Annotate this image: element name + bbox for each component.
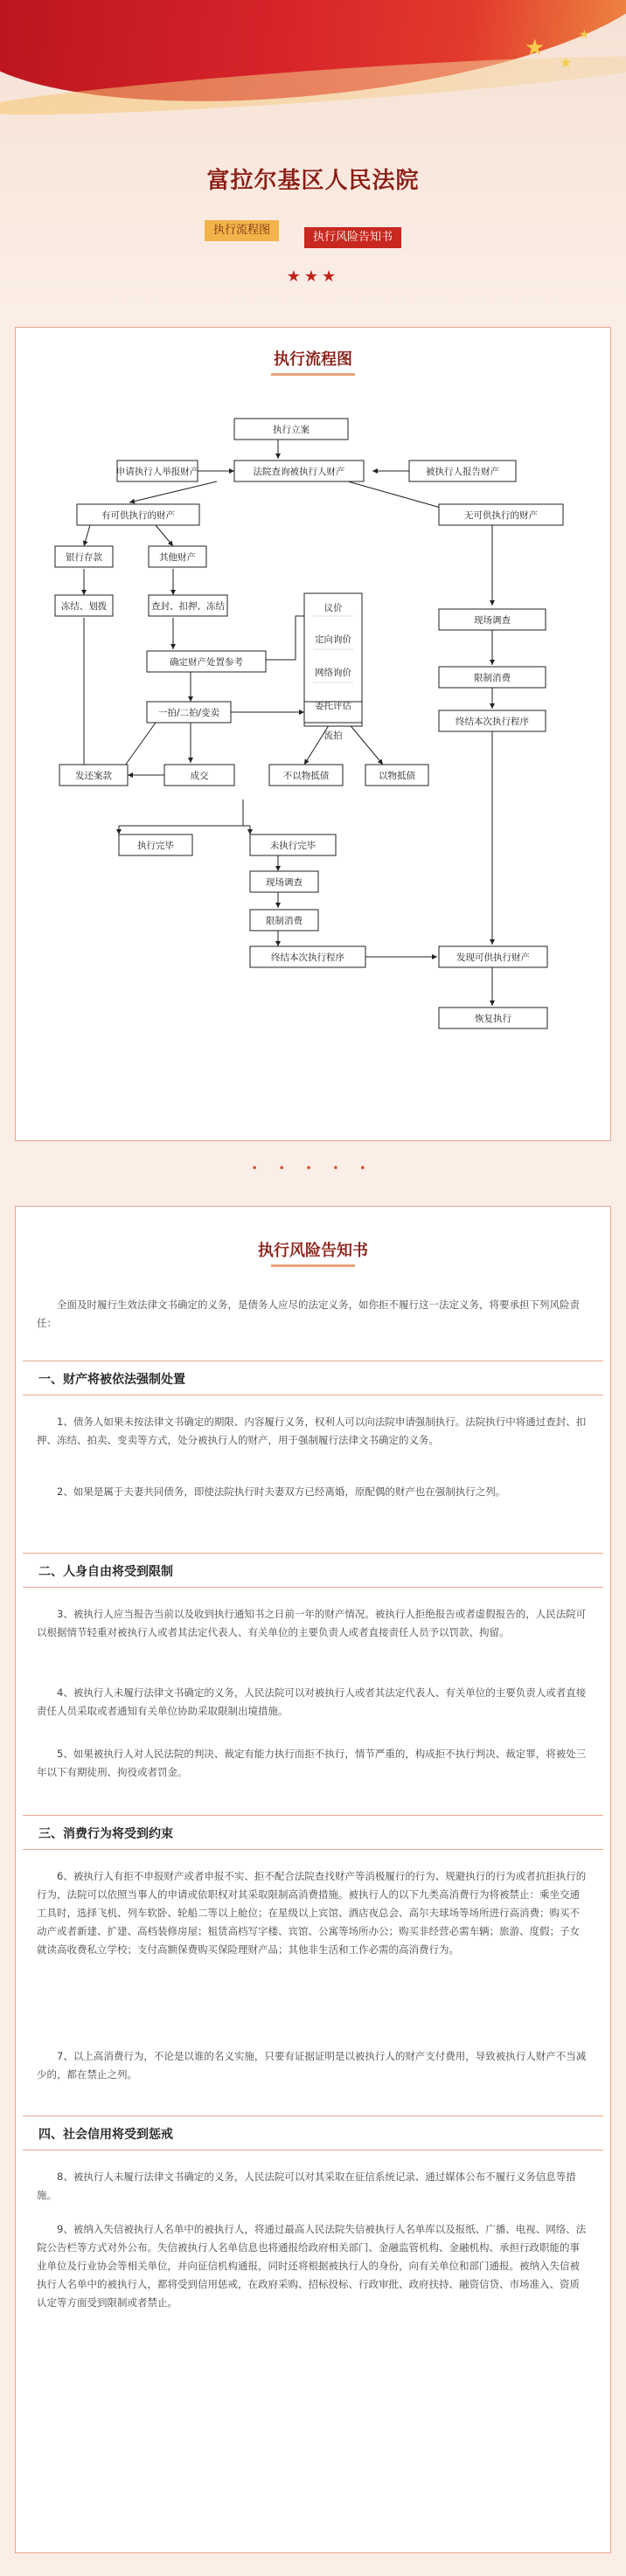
flowchart-title-text: 执行流程图 bbox=[274, 350, 352, 369]
paragraph-1: 1、债务人如果未按法律文书确定的期限、内容履行义务，权利人可以向法院申请强制执行。法院执行中将通过查封、扣押、冻结、拍卖、变卖等方式，处分被执行人的财产，用于强制履行法律文书确定的义务。 bbox=[37, 1416, 587, 1446]
node-baogao: 被执行人报告财产 bbox=[426, 467, 499, 477]
paragraph-4: 4、被执行人未履行法律文书确定的义务，人民法院可以对被执行人或者其法定代表人、有关单位的主要负责人或者直接责任人员采取或者通知有关单位协助采取限制出境措施。 bbox=[37, 1686, 587, 1717]
node-zhongben-1: 终结本次执行程序 bbox=[456, 717, 529, 727]
node-paimai: 一拍/二拍/变卖 bbox=[157, 708, 220, 718]
node-dongjie: 冻结、划拨 bbox=[60, 601, 108, 612]
risk-notice-title-text: 执行风险告知书 bbox=[258, 1242, 368, 1260]
section-divider-dots: • • • • • bbox=[251, 1162, 375, 1174]
page-header-banner bbox=[0, 0, 626, 315]
decorative-stars: ★★★ bbox=[286, 267, 340, 286]
node-huifu: 恢复执行 bbox=[475, 1014, 511, 1024]
star-icon: ★ bbox=[579, 28, 590, 42]
node-faxian: 发现可供执行财产 bbox=[456, 952, 530, 963]
node-wanbi: 执行完毕 bbox=[137, 841, 174, 851]
node-xianzhi-2: 限制消费 bbox=[266, 916, 303, 926]
flowchart-panel bbox=[15, 327, 611, 1141]
node-liupai: 流拍 bbox=[323, 731, 343, 741]
node-queding: 确定财产处置参考 bbox=[170, 657, 243, 668]
node-qita: 其他财产 bbox=[159, 552, 196, 563]
risk-notice-title bbox=[16, 1238, 610, 1267]
paragraph-7: 7、以上高消费行为，不论是以谁的名义实施，只要有证据证明是以被执行人的财产支付费用，导致被执行人财产不当减少的，都在禁止之列。 bbox=[37, 2050, 587, 2081]
node-xianzhi-1: 限制消费 bbox=[474, 673, 511, 683]
paragraph-5: 5、如果被执行人对人民法院的判决、裁定有能力执行而拒不执行，情节严重的，构成拒不执行判决、裁定罪，将被处三年以下有期徒刑、拘役或者罚金。 bbox=[37, 1748, 587, 1778]
paragraph-2: 2、如果是属于夫妻共同债务，即使法院执行时夫妻双方已经离婚，原配偶的财产也在强制执行之列。 bbox=[57, 1485, 506, 1498]
node-chengjiao: 成交 bbox=[190, 771, 209, 781]
paragraph-8: 8、被执行人未履行法律文书确定的义务，人民法院可以对其采取在征信系统记录、通过媒体公布不履行义务信息等措施。 bbox=[37, 2171, 576, 2201]
node-dingxiang: 定向询价 bbox=[315, 634, 351, 645]
risk-notice-panel bbox=[15, 1206, 611, 2553]
node-lian: 执行立案 bbox=[273, 425, 310, 435]
node-zhongben-2: 终结本次执行程序 bbox=[271, 952, 344, 963]
paragraph-3: 3、被执行人应当报告当前以及收到执行通知书之日前一年的财产情况。被执行人拒绝报告或者虚假报告的，人民法院可以根据情节轻重对被执行人或者其法定代表人、有关单位的主要负责人或者直接责任人员予以罚款、拘留。 bbox=[37, 1608, 587, 1638]
tab-risk-notice[interactable]: 执行风险告知书 bbox=[304, 227, 401, 248]
node-buyi: 不以物抵债 bbox=[282, 771, 330, 781]
node-weiwanbi: 未执行完毕 bbox=[269, 841, 316, 851]
node-chafeng: 查封、扣押、冻结 bbox=[151, 601, 225, 612]
star-icon: ★ bbox=[525, 35, 546, 61]
node-yiwu: 以物抵债 bbox=[379, 771, 415, 781]
node-yijia: 议价 bbox=[323, 603, 343, 613]
node-xianchang-1: 现场调查 bbox=[474, 615, 511, 626]
node-wucai: 无可供执行的财产 bbox=[464, 510, 538, 521]
tab-flowchart[interactable]: 执行流程图 bbox=[205, 220, 279, 241]
node-xianchang-2: 现场调查 bbox=[266, 877, 303, 888]
node-chaxun: 法院查询被执行人财产 bbox=[253, 467, 345, 477]
section-heading: 三、消费行为将受到约束 bbox=[23, 1815, 603, 1850]
node-yinhang: 银行存款 bbox=[66, 552, 102, 563]
node-weituo: 委托评估 bbox=[315, 701, 351, 711]
flowchart-diagram bbox=[16, 328, 610, 1140]
node-fahuan: 发还案款 bbox=[75, 771, 112, 781]
paragraph-6: 6、被执行人有拒不申报财产或者申报不实、拒不配合法院查找财产等消极履行的行为、规避执行的行为或者抗拒执行的行为，法院可以依照当事人的申请或依职权对其采取限制高消费措施。被执行人的以下九类高消费行为将被禁止：乘坐交通工具时，选择飞机、列车软卧、轮船二等以上舱位；在星级以上宾馆、酒店夜总会、高尔夫球场等场所进行高消费；购买不动产或者新建、扩建、高档装修房屋；租赁高档写字楼、宾馆、公寓等场所办公；购买非经营必需车辆；旅游、度假；子女就读高收费私立学校；支付高额保费购买保险理财产品；其他非生活和工作必需的高消费行为。 bbox=[37, 1870, 587, 1956]
paragraph-9: 9、被纳入失信被执行人名单中的被执行人，将通过最高人民法院失信被执行人名单库以及报纸、广播、电视、网络、法院公告栏等方式对外公布。失信被执行人名单信息也将通报给政府相关部门、金融监管机构、金融机构、承担行政职能的事业单位及行业协会等相关单位，并向征信机构通报，同时还将根据被执行人的身份，向有关单位和部门通报。被纳入失信被执行人名单中的被执行人，都将受到信用惩戒，在政府采购、招标投标、行政审批、政府扶持、融资信贷、市场准入、资质认定等方面受到限制或者禁止。 bbox=[37, 2223, 587, 2309]
section-heading: 一、财产将被依法强制处置 bbox=[23, 1361, 603, 1395]
node-youcai: 有可供执行的财产 bbox=[101, 510, 175, 521]
page-title: 富拉尔基区人民法院 bbox=[206, 168, 420, 194]
section-heading: 二、人身自由将受到限制 bbox=[23, 1553, 603, 1588]
intro-paragraph: 全面及时履行生效法律文书确定的义务，是债务人应尽的法定义务，如你拒不履行这一法定义务，将要承担下列风险责任： bbox=[37, 1298, 580, 1329]
section-heading: 四、社会信用将受到惩戒 bbox=[23, 2116, 603, 2150]
node-wangluo: 网络询价 bbox=[315, 668, 351, 678]
star-icon: ★ bbox=[560, 54, 573, 71]
node-shenqing: 申请执行人举报财产 bbox=[115, 467, 199, 477]
